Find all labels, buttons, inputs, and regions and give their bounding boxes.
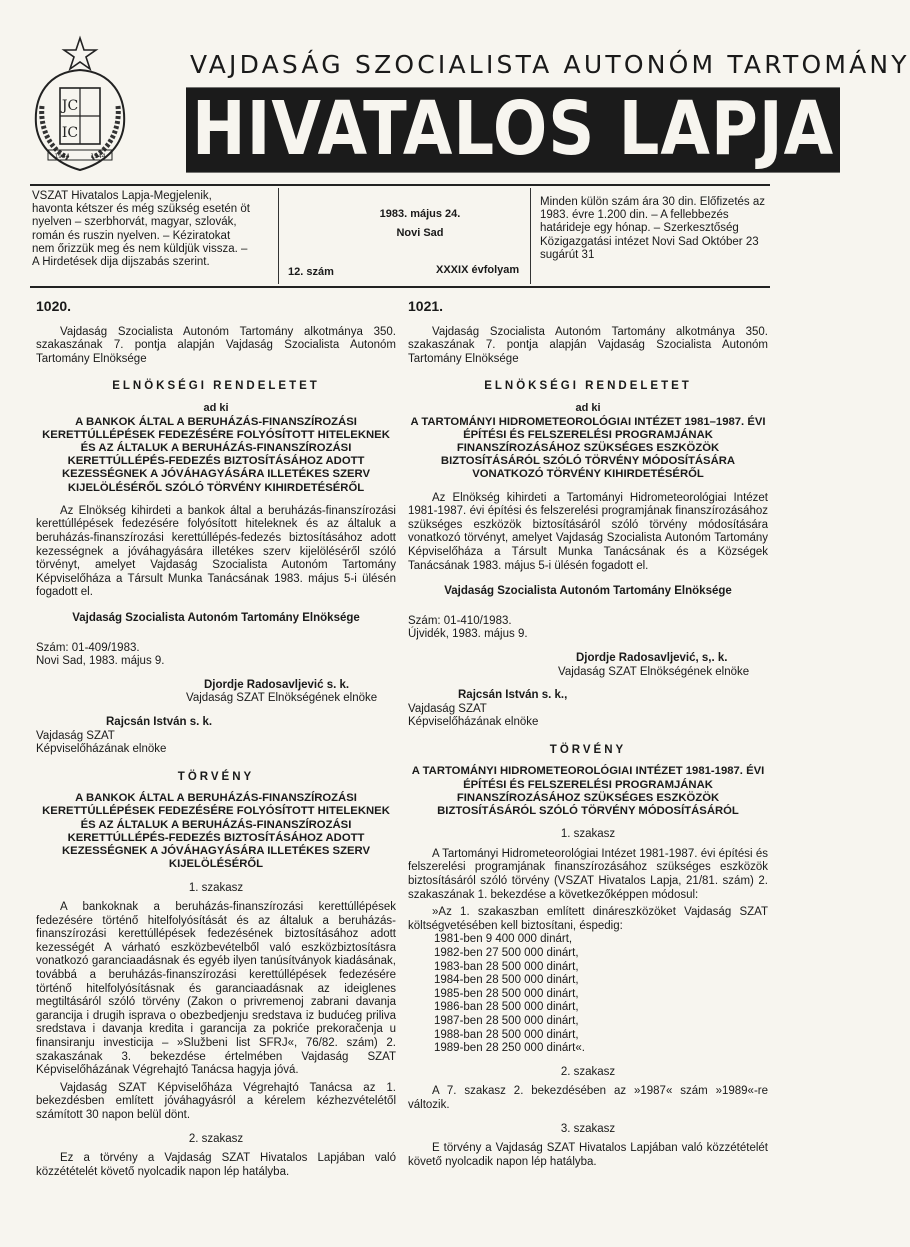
decree-title: A BANKOK ÁLTAL A BERUHÁZÁS-FINANSZÍROZÁSI KERETTÚLLÉPÉSEK FEDEZÉSÉRE FOLYÓSÍTOTT HITELEKNEK ÉS AZ ÁLTALUK A BERUHÁZÁS-FINANSZÍROZÁSI KERETTÚLLÉPÉS-FEDEZÉS BIZTOSÍTÁSÁHOZ ADOTT KEZESSÉGNEK A JÓVÁHAGYÁSÁRA ILLETÉKES SZERV KIJELÖLÉSÉRŐL SZÓLÓ TÖRVÉNY KIHIRDETÉSÉRŐL [42, 415, 390, 494]
section-text: A bankoknak a beruházás-finanszírozási kerettúllépések fedezésére történő hitelfolyósítását és az általuk a beruházás-finanszírozási kerettúllépések fedezésének biztosításához adott kezességét A várható eszközbevételből való eszközbiztosításra vonatkozó garanciaadásnak és egyéb ilyen tanúsítványok kiadásának, továbbá a beruházás-finanszírozási kerettúllépések fedezésére történő hitelfolyósításnak és garanciaadásnak az ideiglenes megtiltásáról szóló törvény (Zakon o privremenoj zabrani davanja garancija i drugih isprava o obezbedjenju sredstava iz budućeg priliva sredstava i davanja kredita i garancija za pokriće prekoračenja u finansiranju investicija – »Službeni list SFRJ«, 76/82. szám) 2. szakaszának 3. bekezdése értelmében Vajdaság SZAT Képviselőházának Végrehajtó Tanácsa hagyja jóvá. [36, 901, 396, 1077]
section-text: Vajdaság SZAT Képviselőháza Végrehajtó Tanácsa az 1. bekezdésben említett jóváhagyásról a kérelem kézhezvételétől számított 30 napon belül dönt. [36, 1081, 396, 1121]
signer-role: Vajdaság SZAT Képviselőházának elnöke [408, 702, 539, 729]
amount-item: 1981-ben 9 400 000 dinárt, [434, 933, 573, 946]
signer-name: Djordje Radosavljević s. k. [204, 678, 350, 691]
masthead-supertitle: VAJDASÁG SZOCIALISTA AUTONÓM TARTOMÁNY [190, 50, 910, 79]
amount-list [434, 933, 768, 1055]
emblem-letters-top: ЈС [61, 98, 79, 114]
law-title: A TARTOMÁNYI HIDROMETEOROLÓGIAI INTÉZET 1981-1987. ÉVI ÉPÍTÉSI ÉS FELSZERELÉSI PROGRAMJÁNAK FINANSZÍROZÁSÁHOZ SZÜKSÉGES ESZKÖZÖK BIZTOSÍTÁSÁRÓL SZÓLÓ TÖRVÉNY MÓDOSÍTÁSÁRÓL [411, 765, 765, 818]
amount-item: 1988-ban 28 500 000 dinárt, [434, 1028, 579, 1041]
publisher-info: VSZAT Hivatalos Lapja-Megjelenik, havonta kétszer és még szükség esetén öt nyelven – szerbhorvát, magyar, szlovák, román és ruszin nyelven. – Kéziratokat nem őrizzük meg és nem küldjük vissza. – A Hirdetések dija dijszabás szerint. [32, 190, 250, 269]
issue-date: 1983. május 24. [379, 208, 461, 220]
section-text: E törvény a Vajdaság SZAT Hivatalos Lapjában való közzétételét követő nyolcadik napon lép hatályba. [408, 1142, 768, 1168]
reference [36, 642, 396, 669]
divider [278, 188, 279, 284]
signer-role: Vajdaság SZAT Képviselőházának elnöke [36, 729, 167, 756]
signer-name: Djordje Radosavljević, s,. k. [576, 651, 728, 664]
masthead-title-text: HIVATALOS LAPJA [186, 87, 840, 172]
presidency: Vajdaság Szocialista Autonóm Tartomány Elnöksége [72, 611, 360, 624]
amount-item: 1983-ban 28 500 000 dinárt, [434, 960, 579, 973]
amount-item: 1989-ben 28 250 000 dinárt«. [434, 1042, 585, 1055]
issue-place: Novi Sad [396, 227, 444, 240]
price-info: Minden külön szám ára 30 din. Előfizetés az 1983. évre 1.200 din. – A fellebbezés határideje egy hónap. – Szerkesztőség Közigazgatási intézet Novi Sad Október 23 sugárút 31 [540, 196, 766, 261]
divider [530, 188, 531, 284]
reference-number: Szám: 01-409/1983. [36, 641, 140, 654]
coat-of-arms-icon [28, 36, 132, 176]
signature-1 [558, 652, 768, 679]
decree-body: Az Elnökség kihirdeti a bankok által a beruházás-finanszírozási kerettúllépések fedezésére folyósított hiteleknek és az általuk a beruházás-finanszírozási kerettúllépés-fedezés biztosításához adott kezességnek a jóváhagyására illetékes szerv kijelöléséről szóló törvényt, amelyet Vajdaság Szocialista Autonóm Tartomány Képviselőháza a Társult Munka Tanácsának 1983. május 5-i ülésén fogadott el. [36, 504, 396, 599]
issue-date-block [360, 208, 480, 240]
amount-item: 1985-ben 28 500 000 dinárt, [434, 987, 579, 1000]
emblem-year-left: 1944 [54, 153, 70, 160]
masthead [0, 0, 910, 180]
info-bar [30, 184, 770, 288]
document-number: 1021. [408, 298, 444, 314]
section-quote: »Az 1. szakaszban említett dináreszközöket Vajdaság SZAT költségvetésében kell biztosítani, éspedig: [408, 906, 768, 932]
decree-heading: ELNÖKSÉGI RENDELETET [112, 380, 320, 393]
law-heading: TÖRVÉNY [177, 770, 255, 783]
signature-2 [36, 716, 396, 757]
section-text: A 7. szakasz 2. bekezdésében az »1987« szám »1989«-re változik. [408, 1085, 768, 1111]
signer-name: Rajcsán István s. k., [458, 689, 568, 702]
amount-item: 1982-ben 27 500 000 dinárt, [434, 947, 579, 960]
emblem-letters-bottom: ІС [61, 125, 79, 141]
signature-2 [408, 689, 768, 730]
decree-body: Az Elnökség kihirdeti a Tartományi Hidrometeorológiai Intézet 1981-1987. évi építési és felszerelési programjának finanszírozásához szükséges eszközök biztosításáról szóló törvény módosítására vonatkozó törvényt, amelyet Vajdaság Szocialista Autonóm Tartomány Képviselőháza a Társult Munka Tanácsának és a Községek Tanácsának 1983. május 5-i ülésén fogadott el. [408, 491, 768, 572]
decree-title: A TARTOMÁNYI HIDROMETEOROLÓGIAI INTÉZET 1981–1987. ÉVI ÉPÍTÉSI ÉS FELSZERELÉSI PROGRAMJÁNAK FINANSZÍROZÁSÁHOZ SZÜKSÉGES ESZKÖZÖK BIZTOSÍTÁSÁRÓL SZÓLÓ TÖRVÉNY MÓDOSÍTÁSÁRA VONATKOZÓ TÖRVÉNY KIHIRDETÉSÉRŐL [410, 415, 766, 481]
section-heading: 1. szakasz [560, 828, 616, 841]
decree-heading: ELNÖKSÉGI RENDELETET [484, 380, 692, 393]
issue-number: 12. szám [288, 266, 334, 278]
ad-ki: ad ki [575, 401, 601, 414]
amount-item: 1986-ban 28 500 000 dinárt, [434, 1001, 579, 1014]
signer-role: Vajdaság SZAT Elnökségének elnöke [186, 692, 378, 705]
signature-1 [186, 679, 396, 706]
presidency: Vajdaság Szocialista Autonóm Tartomány Elnöksége [444, 585, 732, 598]
section-text: Ez a törvény a Vajdaság SZAT Hivatalos Lapjában való közzétételét követő nyolcadik napon lép hatályba. [36, 1152, 396, 1178]
law-title: A BANKOK ÁLTAL A BERUHÁZÁS-FINANSZÍROZÁSI KERETTÚLLÉPÉSEK FEDEZÉSÉRE FOLYÓSÍTOTT HITELEKNEK ÉS AZ ÁLTALUK A BERUHÁZÁS-FINANSZÍROZÁSI KERETTÚLLÉPÉS-FEDEZÉS BIZTOSÍTÁSÁHOZ ADOTT KEZESSÉGNEK A JÓVÁHAGYÁSÁRA ILLETÉKES SZERV KIJELÖLÉSÉRŐL [42, 792, 390, 871]
reference [408, 615, 768, 642]
section-heading: 3. szakasz [560, 1122, 616, 1135]
reference-date: Novi Sad, 1983. május 9. [36, 655, 165, 668]
masthead-title [186, 87, 835, 173]
section-heading: 2. szakasz [560, 1065, 616, 1078]
section-text: A Tartományi Hidrometeorológiai Intézet 1981-1987. évi építési és felszerelési programjának finanszírozásához szükséges eszközök biztosításáról szóló törvény (VSZAT Hivatalos Lapja, 21/81. szám) 2. szakaszának 1. bekezdése a következőképpen módosul: [408, 847, 768, 901]
section-heading: 2. szakasz [188, 1132, 244, 1145]
intro: Vajdaság Szocialista Autonóm Tartomány alkotmánya 350. szakaszának 7. pontja alapján Vajdaság Szocialista Autonóm Tartomány Elnöksége [408, 325, 768, 365]
section-heading: 1. szakasz [188, 881, 244, 894]
emblem-year-right: 1944 [90, 153, 106, 160]
document-number: 1020. [36, 298, 72, 314]
reference-number: Szám: 01-410/1983. [408, 614, 512, 627]
amount-item: 1984-ben 28 500 000 dinárt, [434, 974, 579, 987]
left-column [36, 300, 396, 1183]
volume: XXXIX évfolyam [436, 264, 520, 276]
right-column [408, 300, 768, 1173]
intro: Vajdaság Szocialista Autonóm Tartomány alkotmánya 350. szakaszának 7. pontja alapján Vajdaság Szocialista Autonóm Tartomány Elnöksége [36, 325, 396, 365]
signer-role: Vajdaság SZAT Elnökségének elnöke [558, 665, 750, 678]
ad-ki: ad ki [203, 401, 229, 414]
reference-date: Újvidék, 1983. május 9. [408, 628, 528, 641]
signer-name: Rajcsán István s. k. [106, 715, 213, 728]
law-heading: TÖRVÉNY [549, 743, 627, 756]
amount-item: 1987-ben 28 500 000 dinárt, [434, 1015, 579, 1028]
